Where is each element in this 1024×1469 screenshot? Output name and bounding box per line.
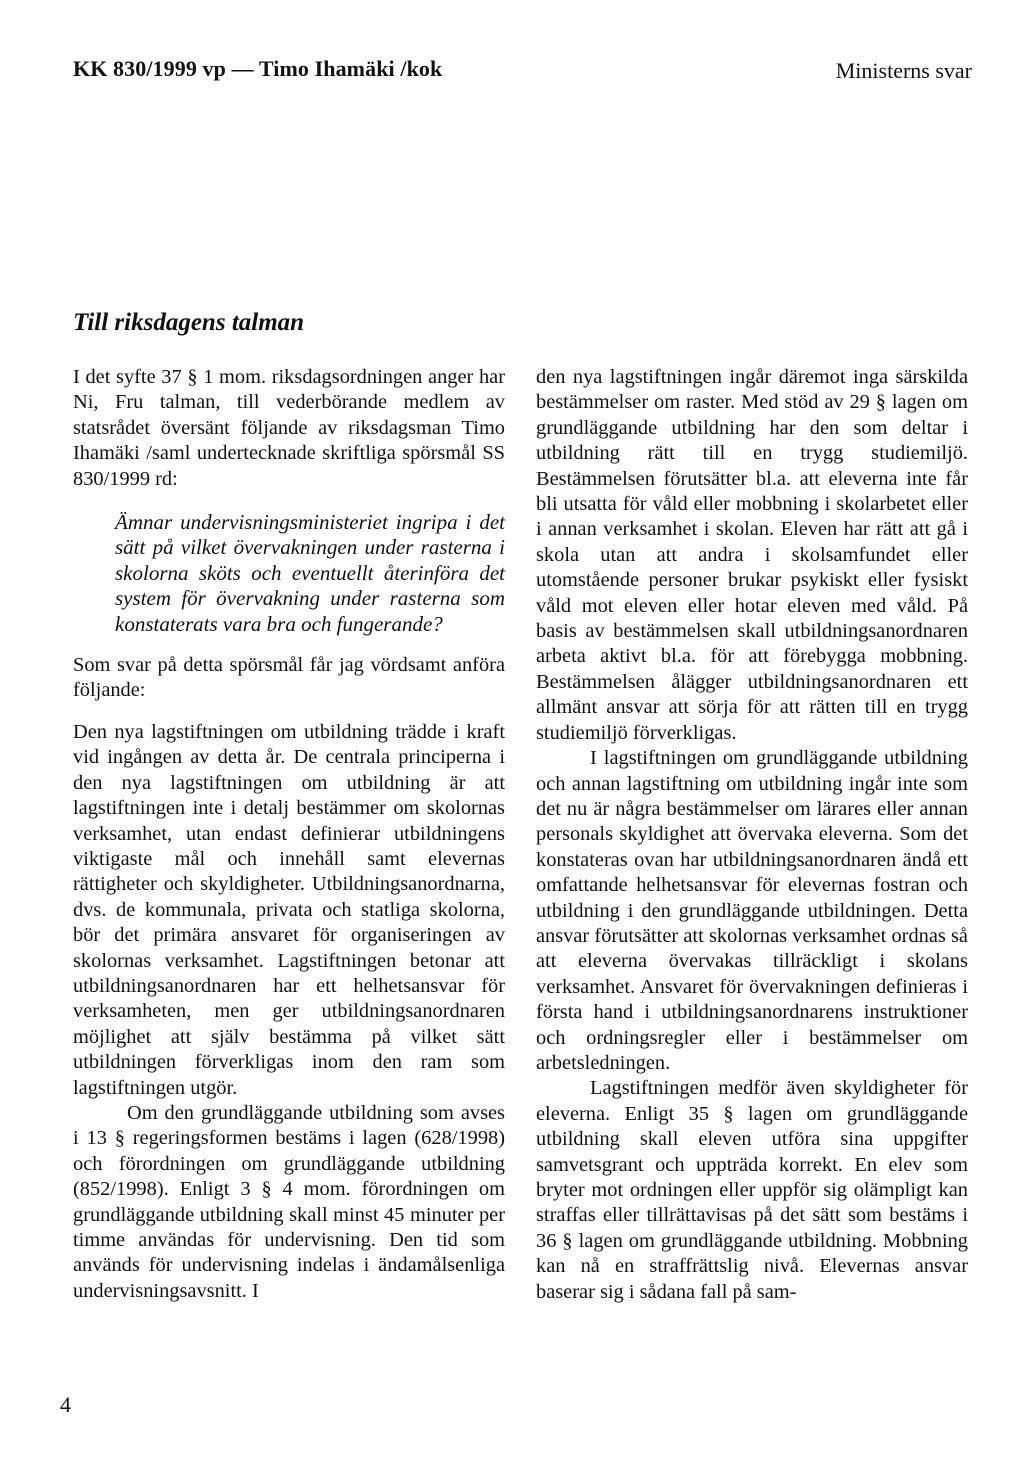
body-paragraph: I lagstiftningen om grundläggande utbildning och annan lagstiftning om utbildning ingår inte som det nu är några bestämmelser om lärares eller annan personals skyldighet att övervaka eleverna. Som det konstateras ovan har utbildningsanordnaren ändå ett omfattande helhetsansvar för elevernas fostran och utbildning i den grundläggande utbildningen. Detta ansvar förutsätter att skolornas verksamhet ordnas så att eleverna övervakas tillräckligt i skolans verksamhet. Ansvaret för övervakningen definieras i första hand i utbildningsanordnarens instruktioner och ordningsregler eller i bestämmelser om arbetsledningen. [536, 747, 968, 1074]
document-reference: KK 830/1999 vp — Timo Ihamäki /kok [73, 56, 443, 81]
question-quote: Ämnar undervisningsministeriet ingripa i det sätt på vilket övervakningen under rasterna i skolorna sköts och eventuellt återinföra det system för övervakning under rasterna som konstaterats vara bra och fungerande? [115, 510, 505, 636]
page-number: 4 [60, 1392, 71, 1417]
addressee-heading: Till riksdagens talman [73, 309, 305, 336]
section-label: Ministerns svar [835, 58, 972, 83]
right-column [536, 365, 968, 1305]
left-column [73, 365, 505, 1304]
body-paragraph: Om den grundläggande utbildning som avses i 13 § regeringsformen bestäms i lagen (628/1998) och förordningen om grundläggande utbildning (852/1998). Enligt 3 § 4 mom. förordningen om grundläggande utbildning skall minst 45 minuter per timme användas för undervisning. Den tid som används för undervisning indelas i ändamålsenliga undervisningsavsnitt. I [73, 1101, 505, 1302]
body-paragraph: Lagstiftningen medför även skyldigheter för eleverna. Enligt 35 § lagen om grundläggande utbildning skall eleven utföra sina uppgifter samvetsgrant och uppträda korrekt. En elev som bryter mot ordningen eller uppför sig olämpligt kan straffas eller tillrättavisas på det sätt som bestäms i 36 § lagen om grundläggande utbildning. Mobbning kan nå en straffrättslig nivå. Elevernas ansvar baserar sig i sådana fall på sam- [536, 1077, 968, 1303]
intro-paragraph: I det syfte 37 § 1 mom. riksdagsordningen anger har Ni, Fru talman, till vederbörande medlem av statsrådet översänt följande av riksdagsman Timo Ihamäki /saml undertecknade skriftliga spörsmål SS 830/1999 rd: [73, 366, 505, 490]
body-paragraph: den nya lagstiftningen ingår däremot inga särskilda bestämmelser om raster. Med stöd av 29 § lagen om grundläggande utbildning har den som deltar i utbildning rätt till en trygg studiemiljö. Bestämmelsen förutsätter bl.a. att eleverna inte får bli utsatta för våld eller mobbning i skolarbetet eller i annan verksamhet i skolan. Eleven har rätt att gå i skola utan att andra i skolsamfundet eller utomstående personer brukar psykiskt eller fysiskt våld mot eleven eller hotar eleven med våld. På basis av bestämmelsen skall utbildningsanordnaren arbeta aktivt bl.a. för att förebygga mobbning. Bestämmelsen ålägger utbildningsanordnaren ett allmänt ansvar att sörja för att rätten till en trygg studiemiljö förverkligas. [536, 366, 968, 744]
body-paragraph: Den nya lagstiftningen om utbildning trädde i kraft vid ingången av detta år. De centrala principerna i den nya lagstiftningen om utbildning är att lagstiftningen inte i detalj bestämmer om skolornas verksamhet, utan endast definierar utbildningens viktigaste mål och innehåll samt elevernas rättigheter och skyldigheter. Utbildningsanordnarna, dvs. de kommunala, privata och statliga skolorna, bör det primära ansvaret för organiseringen av skolornas verksamhet. Lagstiftningen betonar att utbildningsanordnaren har ett helhetsansvar för verksamheten, men ger utbildningsanordnaren möjlighet att själv bestämma på vilket sätt utbildningen förverkligas inom den ram som lagstiftningen utgör. [73, 720, 505, 1099]
response-intro: Som svar på detta spörsmål får jag vördsamt anföra följande: [73, 654, 505, 702]
